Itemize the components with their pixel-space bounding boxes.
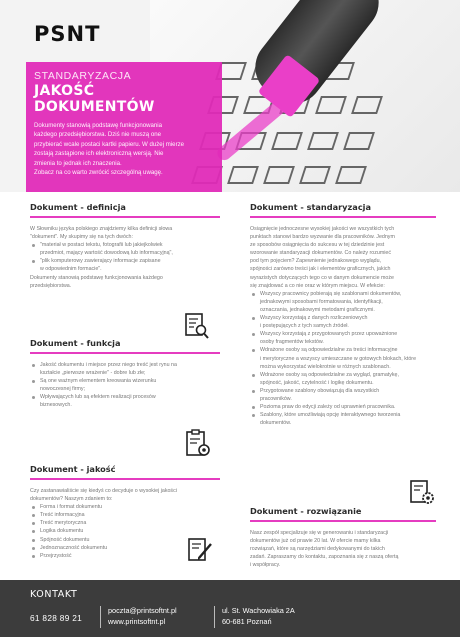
list-item xyxy=(250,387,436,403)
list-item-line: Wpływających lub są efektem realizacji procesów xyxy=(40,394,156,401)
list-item-line: Wszyscy korzystają z danych rozliczeniowych xyxy=(260,315,368,322)
body-line: "dokument". My skupimy się na tych dwóch: xyxy=(30,234,133,241)
contact-online xyxy=(108,605,177,627)
hero-text xyxy=(34,121,214,168)
body-line: Osiągnięcie jednoczesne wysokiej jakości we wszystkich tych xyxy=(250,226,395,232)
section-divider xyxy=(30,478,220,480)
section-funkcja xyxy=(30,338,220,410)
list-item-line: w odpowiednim formacie". xyxy=(40,266,102,273)
list-item-line: dokumentów. xyxy=(260,420,292,427)
list-item-line: Wszyscy korzystają z przygotowanych przez upoważnione xyxy=(260,331,398,338)
body-line: dokumentów już od prawie 20 lat. W ofercie mamy kilka xyxy=(250,538,381,545)
list-item: Forma i format dokumentu xyxy=(30,503,220,511)
body-line: i współpracy. xyxy=(250,562,281,569)
hero-text-line: Dokumenty stanowią podstawę funkcjonowania xyxy=(34,122,163,129)
section-body xyxy=(250,529,436,569)
section-divider xyxy=(30,216,220,218)
contact-website-link[interactable]: www.printsoftnt.pl xyxy=(108,617,166,626)
document-edit-icon xyxy=(186,536,214,564)
list-item xyxy=(30,393,220,409)
list-item-line: Wszyscy pracownicy pobierają się szablonami dokumentów, xyxy=(260,290,402,297)
contact-address xyxy=(222,605,295,627)
section-title: Dokument - rozwiązanie xyxy=(250,506,362,516)
hero-text-line: zostają zastąpione ich elektroniczną wersją. Nie xyxy=(34,150,164,158)
hero-title: JAKOŚĆ DOKUMENTÓW xyxy=(34,83,155,115)
list-item-line: spójność, jakość, czytelność i logikę dokumentu. xyxy=(260,379,374,386)
list-item-line: kształcie „pierwsze wrażenie" - dobre lub złe; xyxy=(40,370,146,377)
body-line: Dokumenty stanowią podstawę funkcjonowania każdego xyxy=(30,274,163,281)
address-city: 60-681 Poznań xyxy=(222,617,272,626)
list-item-line: nowoczesnej firmy; xyxy=(40,386,86,393)
list-item xyxy=(250,411,436,427)
list-item-line: przedmiot, mający wartość dowodową lub informacyjną", xyxy=(40,250,173,257)
section-definicja xyxy=(30,202,220,290)
document-search-icon xyxy=(184,312,210,340)
section-divider xyxy=(30,352,220,354)
section-standaryzacja xyxy=(250,202,436,427)
body-line: Czy zastanawialiście się kiedyś co decyduje o wysokiej jakości xyxy=(30,488,177,494)
list-item-line: Są one ważnym elementem kreowania wizerunku xyxy=(40,378,157,385)
hero-text-line: przybierać wcale postaci kartki papieru. W dużej mierze xyxy=(34,140,185,148)
hero-subtitle: STANDARYZACJA xyxy=(34,70,132,82)
list-item xyxy=(30,377,220,393)
hero-banner xyxy=(0,0,460,192)
body-line: punktach stanowi bardzo wyzwanie dla pracowników. Jednym xyxy=(250,234,395,241)
address-street: ul. St. Wachowiaka 2A xyxy=(222,606,295,615)
contact-title: KONTAKT xyxy=(30,589,78,600)
body-line: zadań. Zapraszamy do kontaktu, zapoznania się z naszą ofertą xyxy=(250,554,399,561)
section-title: Dokument - standaryzacja xyxy=(250,202,371,212)
hero-panel xyxy=(26,62,222,192)
list-item-line: oznaczania, jednakowymi metodami graficznymi. xyxy=(260,306,375,313)
section-body xyxy=(30,225,220,290)
list-item-line: można wykorzystać wielokrotnie w różnych szablonach. xyxy=(260,363,391,370)
list-item-line: biznesowych. xyxy=(40,402,72,409)
list-item: Logika dokumentu xyxy=(30,527,220,535)
list-item xyxy=(250,314,436,330)
body-line: dokumentów? Naszym zdaniem to: xyxy=(30,496,113,503)
list-item xyxy=(30,361,220,377)
footer-divider xyxy=(100,606,101,628)
body-line: wyrazistych dotyczących tego co w danym dokumencie może xyxy=(250,274,394,281)
body-line: ze sposobów osiągnięcia do sukcesu w tej dziedzinie jest xyxy=(250,242,385,249)
clipboard-gear-icon xyxy=(184,428,212,458)
body-line: przedsiębiorstwa. xyxy=(30,282,72,289)
list-item-line: Pozioma praw do edycji zależy od uprawnień pracownika. xyxy=(260,404,396,411)
section-divider xyxy=(250,520,436,522)
body-line: wzorowanie standaryzacji dokumentów. Co należy rozumieć xyxy=(250,250,392,257)
section-title: Dokument - definicja xyxy=(30,202,126,212)
list-item-line: i merytoryczne a wszyscy umieszczane w gotowych blokach, które xyxy=(260,355,417,362)
list-item-line: Wdrażone osoby są odpowiedzialne za treści informacyjne xyxy=(260,347,398,354)
body-line: spójności zarówno treści jak i elementów graficznych, jakich xyxy=(250,266,391,273)
list-item-line: jednakowymi sposobami formatowania, identyfikacji, xyxy=(260,298,383,305)
hero-note: Zobacz na co warto zwrócić szczególną uwagę. xyxy=(34,169,163,177)
list-item: Jednoznaczność dokumentu xyxy=(30,544,220,552)
list-item: Treść merytoryczna xyxy=(30,519,220,527)
list-item-line: Szablony, które umożliwiają opcję interaktywnego tworzenia xyxy=(260,412,401,419)
list-item xyxy=(250,330,436,346)
document-settings-icon xyxy=(408,478,436,506)
list-item xyxy=(250,371,436,387)
brand-logo: PSNT xyxy=(34,22,101,46)
section-rozwiazanie xyxy=(250,506,436,569)
list-item-line: "materiał w postaci tekstu, fotografii lub jakiejkolwiek xyxy=(40,242,163,249)
list-item: Spójność dokumentu xyxy=(30,536,220,544)
body-line: W Słowniku języka polskiego znajdziemy kilka definicji słowa xyxy=(30,226,173,232)
list-item-line: pracowników. xyxy=(260,395,292,402)
contact-phone[interactable]: 61 828 89 21 xyxy=(30,613,83,623)
list-item xyxy=(30,241,220,257)
contact-email-link[interactable]: poczta@printsoftnt.pl xyxy=(108,606,177,615)
section-title: Dokument - jakość xyxy=(30,464,116,474)
list-item xyxy=(250,403,436,411)
list-item: Przejrzystość xyxy=(30,552,220,560)
list-item-line: Wdrażone osoby są odpowiedzialne za wygląd, gramatykę, xyxy=(260,371,399,378)
list-item-line: osoby fragmentów tekstów. xyxy=(260,339,324,346)
hero-text-line: zmienia to jednak ich znaczenia. xyxy=(34,159,122,167)
hero-text-line: każdego przedsiębiorstwa. Dziś nie muszą one xyxy=(34,131,162,139)
list-item-line: "plik komputerowy zawierający informacje zapisane xyxy=(40,258,161,265)
body-line: rozwiązań, które są narzędziami dedykowanymi do takich xyxy=(250,546,385,553)
body-line: Nasz zespół specjalizuje się w generowaniu i standaryzacji xyxy=(250,530,389,536)
footer-divider xyxy=(214,606,215,628)
list-item xyxy=(250,346,436,370)
list-item xyxy=(30,257,220,273)
list-item-line: Jakość dokumentu i miejsce przez niego treść jest rynu na xyxy=(40,362,177,368)
section-title: Dokument - funkcja xyxy=(30,338,121,348)
list-item: Treść informacyjna xyxy=(30,511,220,519)
list-item-line: i postępujących z tych samych źródeł. xyxy=(260,323,349,330)
section-divider xyxy=(250,216,436,218)
section-body xyxy=(30,361,220,410)
list-item xyxy=(250,290,436,314)
contact-footer xyxy=(0,580,460,637)
body-line: pod tym pojęciem? Zapewnienie jednakowego wyglądu, xyxy=(250,258,382,265)
body-line: się znajdować a co nie oraz w którym miejscu. W efekcie: xyxy=(250,282,385,289)
list-item-line: Przygotowane szablony obowiązują dla wszystkich xyxy=(260,387,380,394)
section-body xyxy=(250,225,436,427)
